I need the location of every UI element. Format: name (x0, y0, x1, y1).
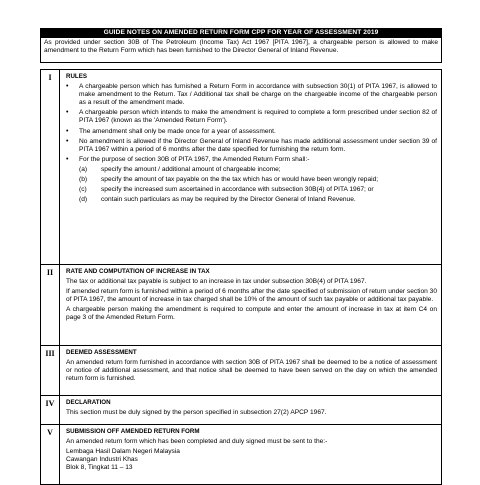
bullet-icon: • (66, 127, 69, 135)
section-number: II (41, 265, 60, 345)
section-heading: DECLARATION (66, 399, 111, 406)
bullet-icon: • (66, 155, 69, 163)
section-number: IV (41, 396, 60, 424)
paragraph: The tax or additional tax payable is subject to an increase in tax under subsection 30B(4) of PITA 1967. (66, 278, 367, 286)
list-item: • A chargeable person which intends to make the amendment is required to complete a form prescribed under section 82 of PITA 1967 (known as the 'Amended Return Form'). (66, 109, 437, 125)
section-heading: RULES (66, 73, 87, 80)
list-item: • The amendment shall only be made once for a year of assessment. (66, 127, 276, 135)
paragraph: An amended return form furnished in accordance with section 30B of PITA 1967 shall be deemed to be a notice of assessment or notice of additional assessment, and that notice shall be deemed to have been served on the day on which the amended return form is furnished. (66, 359, 437, 383)
guide-notes-document (40, 28, 442, 485)
section-heading: SUBMISSION OFF AMENDED RETURN FORM (66, 428, 200, 435)
bullet-icon: • (66, 83, 69, 91)
sub-item: (b) specify the amount of tax payable on the the tax which has or would have been wrongly repaid; (79, 176, 379, 184)
paragraph: This section must be duly signed by the person specified in subsection 27(2) APCP 1967. (66, 409, 327, 417)
list-item: • No amendment is allowed if the Director General of Inland Revenue has made additional assessment under section 39 of PITA 1967 within a period of 6 months after the date specified for furnishing the return form. (66, 137, 437, 153)
bullet-icon: • (66, 109, 69, 117)
section-declaration (40, 396, 442, 425)
section-rate-computation (40, 265, 442, 346)
section-deemed-assessment (40, 346, 442, 396)
section-heading: DEEMED ASSESSMENT (66, 349, 137, 356)
section-rules (40, 69, 442, 265)
address-line: Cawangan Industri Khas (66, 456, 138, 464)
section-number: III (41, 346, 60, 395)
bullet-icon: • (66, 137, 69, 145)
section-submission (40, 425, 442, 485)
document-title: GUIDE NOTES ON AMENDED RETURN FORM CPP FOR YEAR OF ASSESSMENT 2019 (40, 28, 442, 38)
paragraph: If amended return form is furnished within a period of 6 months after the date specified of submission of return under section 30 of PITA 1967, the amount of increase in tax charged shall be 10% of the amount of such tax payable or additional tax payable. (66, 288, 437, 304)
address-block (66, 448, 437, 472)
address-line: Lembaga Hasil Dalam Negeri Malaysia (66, 448, 180, 456)
paragraph: A chargeable person making the amendment is required to compute and enter the amount of increase in tax at item C4 on page 3 of the Amended Return Form. (66, 306, 437, 322)
section-number: I (41, 70, 60, 264)
list-item: • For the purpose of section 30B of PITA 1967, the Amended Return Form shall:- (66, 155, 310, 163)
section-number: V (41, 425, 60, 484)
sub-item: (d) contain such particulars as may be required by the Director General of Inland Revenue. (79, 196, 356, 204)
paragraph: An amended return form which has been completed and duly signed must be sent to the:- (66, 438, 328, 446)
section-heading: RATE AND COMPUTATION OF INCREASE IN TAX (66, 268, 210, 275)
address-line: Blok 8, Tingkat 11 – 13 (66, 464, 133, 472)
sub-item: (c) specify the increased sum ascertained in accordance with subsection 30B(4) of PITA 1967; or (79, 186, 374, 194)
list-item: • A chargeable person which has furnished a Return Form in accordance with subsection 30(1) of PITA 1967, is allowed to make amendment to the Return. Tax / Additional tax shall be charge on the chargeable income of the chargeable person as a result of the amendment made. (66, 83, 437, 107)
sub-item: (a) specify the amount / additional amount of chargeable income; (79, 165, 281, 173)
intro-paragraph: As provided under section 30B of The Petroleum (Income Tax) Act 1967 [PITA 1967], a chargeable person is allowed to make amendment to the Return Form which has been furnished to the Director General of Inland Revenue. (40, 38, 442, 63)
